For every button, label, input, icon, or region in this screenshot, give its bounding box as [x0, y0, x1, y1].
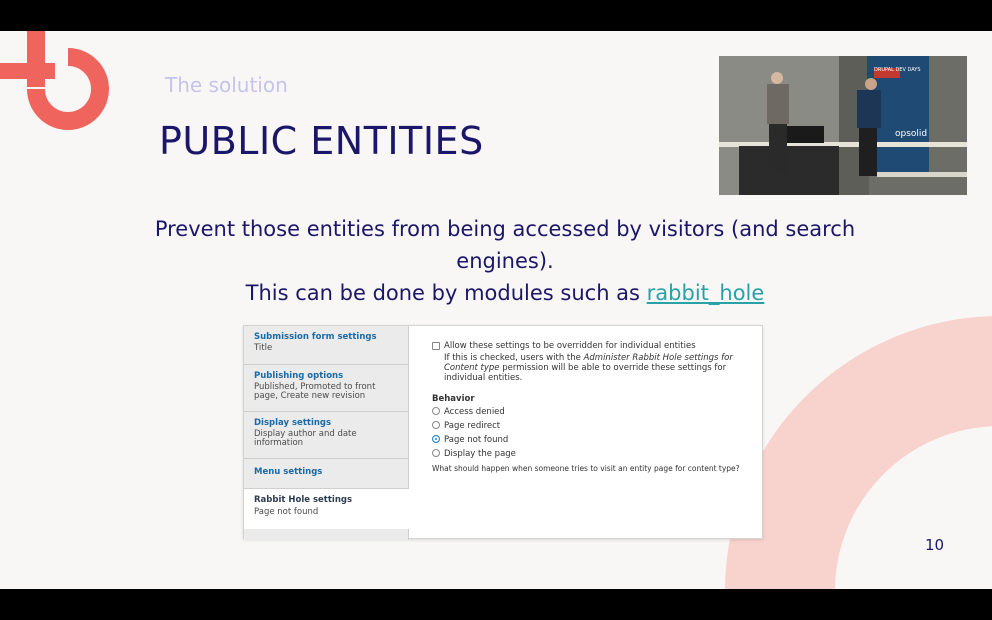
slide-body: [150, 213, 860, 309]
slide-title: PUBLIC ENTITIES: [159, 119, 484, 163]
override-label: Allow these settings to be overridden for individual entities: [444, 341, 696, 351]
tab-summary: Published, Promoted to front page, Create new revision: [254, 382, 376, 401]
admin-settings-screenshot: [243, 325, 763, 539]
tab-heading: Rabbit Hole settings: [254, 495, 353, 505]
tab-summary: Title: [254, 343, 273, 353]
speaker-video-frame: [719, 56, 967, 195]
vertical-tabs: [244, 326, 409, 540]
option-page-redirect[interactable]: [432, 421, 500, 431]
option-access-denied[interactable]: [432, 407, 505, 417]
radio-button-selected[interactable]: [432, 435, 440, 443]
radio-button[interactable]: [432, 449, 440, 457]
option-label: Page redirect: [444, 421, 501, 431]
slide-subtitle: The solution: [165, 73, 288, 97]
rabbit-hole-link[interactable]: rabbit_hole: [646, 281, 765, 305]
override-desc-start: If this is checked, users with the: [444, 353, 584, 363]
presentation-slide: [0, 31, 992, 589]
speaker-video: [719, 56, 967, 195]
page-number: 10: [925, 536, 945, 554]
tab-summary: Display author and date information: [254, 429, 357, 448]
tab-summary: Page not found: [254, 507, 319, 517]
behavior-label: Behavior: [432, 394, 475, 404]
tab-submission-form-settings[interactable]: [244, 326, 409, 365]
body-line-3-prefix: This can be done by modules such as: [245, 281, 647, 305]
tab-rabbit-hole-settings[interactable]: [244, 489, 410, 529]
tab-heading: Publishing options: [254, 371, 344, 381]
letterbox-top: [0, 0, 992, 31]
tab-heading: Display settings: [254, 418, 332, 428]
behavior-help-text: What should happen when someone tries to visit an entity page for content type?: [432, 464, 740, 473]
option-label: Display the page: [444, 449, 516, 459]
video-sign-text: opsolid: [895, 129, 928, 139]
body-line-1: Prevent those entities from being accessed by visitors (and search: [154, 217, 856, 241]
tab-menu-settings[interactable]: [244, 459, 409, 489]
override-desc-end: permission will be able to override these settings for individual entities.: [444, 363, 727, 383]
option-label: Page not found: [444, 435, 509, 445]
tab-heading: Menu settings: [254, 467, 323, 477]
option-display-the-page[interactable]: [432, 449, 516, 459]
tab-display-settings[interactable]: [244, 412, 409, 459]
override-checkbox[interactable]: [432, 342, 440, 350]
tab-heading: Submission form settings: [254, 332, 377, 342]
override-description: [444, 353, 734, 383]
video-banner-text: DRUPAL DEV DAYS: [874, 67, 921, 73]
body-line-3: [150, 277, 860, 309]
radio-button[interactable]: [432, 421, 440, 429]
option-page-not-found[interactable]: [432, 435, 508, 445]
option-label: Access denied: [444, 407, 505, 417]
tab-publishing-options[interactable]: [244, 365, 409, 412]
letterbox-bottom: [0, 589, 992, 620]
body-line-2: engines).: [456, 249, 554, 273]
radio-button[interactable]: [432, 407, 440, 415]
brand-logo: [0, 31, 110, 141]
override-desc-permission: Administer Rabbit Hole settings for Content type: [444, 353, 733, 373]
